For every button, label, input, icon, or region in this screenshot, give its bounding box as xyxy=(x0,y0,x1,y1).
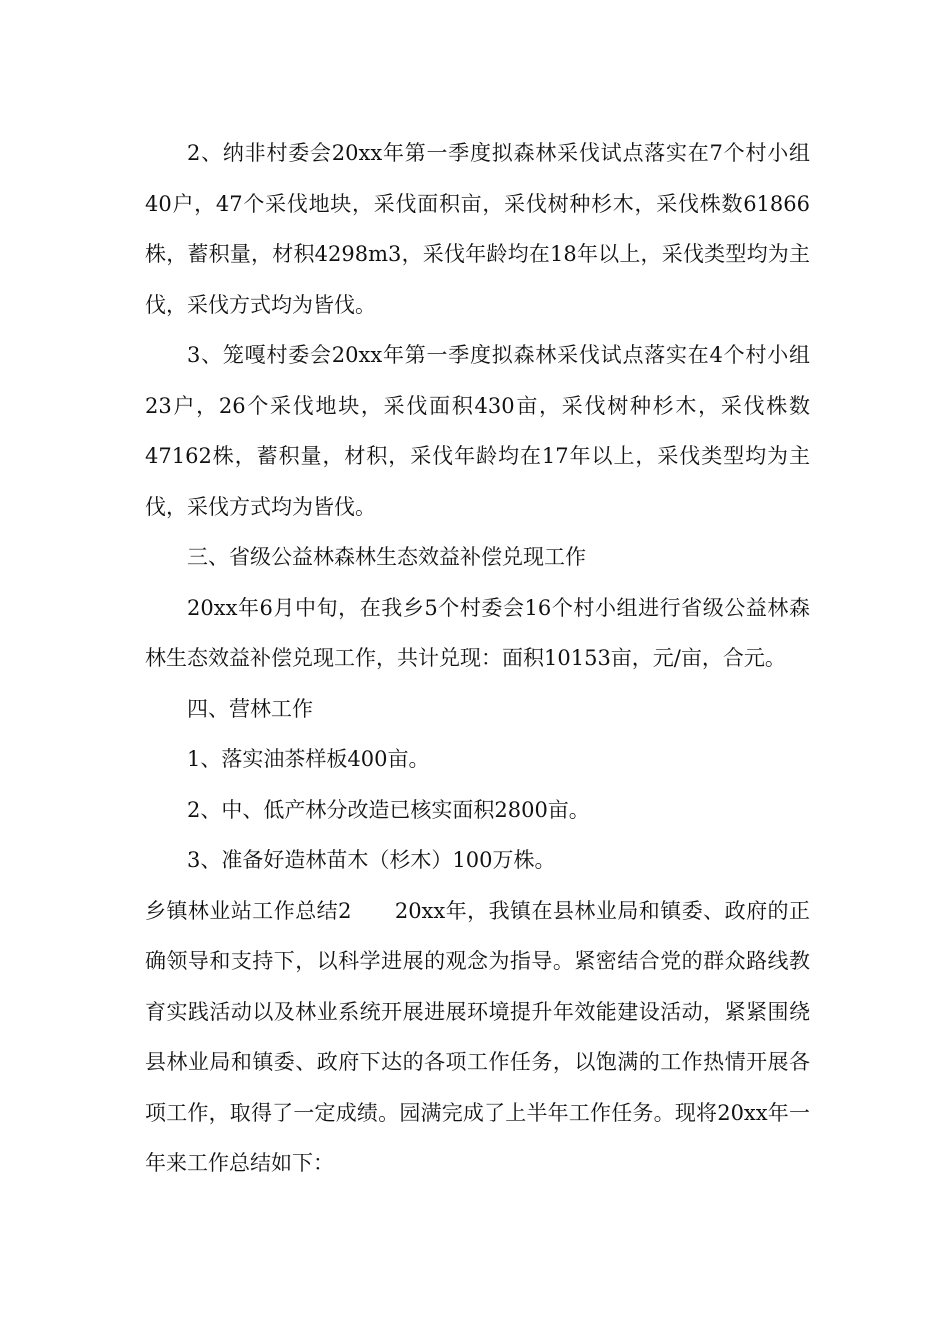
list-item-oil-tea: 1、落实油茶样板400亩。 xyxy=(187,747,430,771)
section-heading-4: 四、营林工作 xyxy=(187,696,313,721)
section-heading-3: 三、省级公益林森林生态效益补偿兑现工作 xyxy=(187,545,586,569)
paragraph-item-3-longga: 3、笼嘎村委会20xx年第一季度拟森林采伐试点落实在4个村小组23户，26个采伐地块，采伐面积430亩，采伐树种杉木，采伐株数47162株，蓄积量，材积，采伐年龄均在17年以上，采伐类型均为主伐，采伐方式均为皆伐。 xyxy=(145,343,810,519)
list-item-seedlings: 3、准备好造林苗木（杉木）100万株。 xyxy=(187,848,556,872)
document-body xyxy=(145,128,810,1189)
paragraph-compensation: 20xx年6月中旬，在我乡5个村委会16个村小组进行省级公益林森林生态效益补偿兑现工作，共计兑现：面积10153亩，元/亩，合元。 xyxy=(145,595,810,670)
paragraph-item-2-nafei: 2、纳非村委会20xx年第一季度拟森林采伐试点落实在7个村小组40户，47个采伐地块，采伐面积亩，采伐树种杉木，采伐株数61866株，蓄积量，材积4298m3，采伐年龄均在18年以上，采伐类型均为主伐，采伐方式均为皆伐。 xyxy=(145,141,810,317)
paragraph-summary-2: 乡镇林业站工作总结2 20xx年，我镇在县林业局和镇委、政府的正确领导和支持下，以科学进展的观念为指导。紧密结合党的群众路线教育实践活动以及林业系统开展进展环境提升年效能建设活动，紧紧围绕县林业局和镇委、政府下达的各项工作任务，以饱满的工作热情开展各项工作，取得了一定成绩。园满完成了上半年工作任务。现将20xx年一年来工作总结如下： xyxy=(145,898,810,1175)
list-item-forest-reform: 2、中、低产林分改造已核实面积2800亩。 xyxy=(187,797,590,822)
